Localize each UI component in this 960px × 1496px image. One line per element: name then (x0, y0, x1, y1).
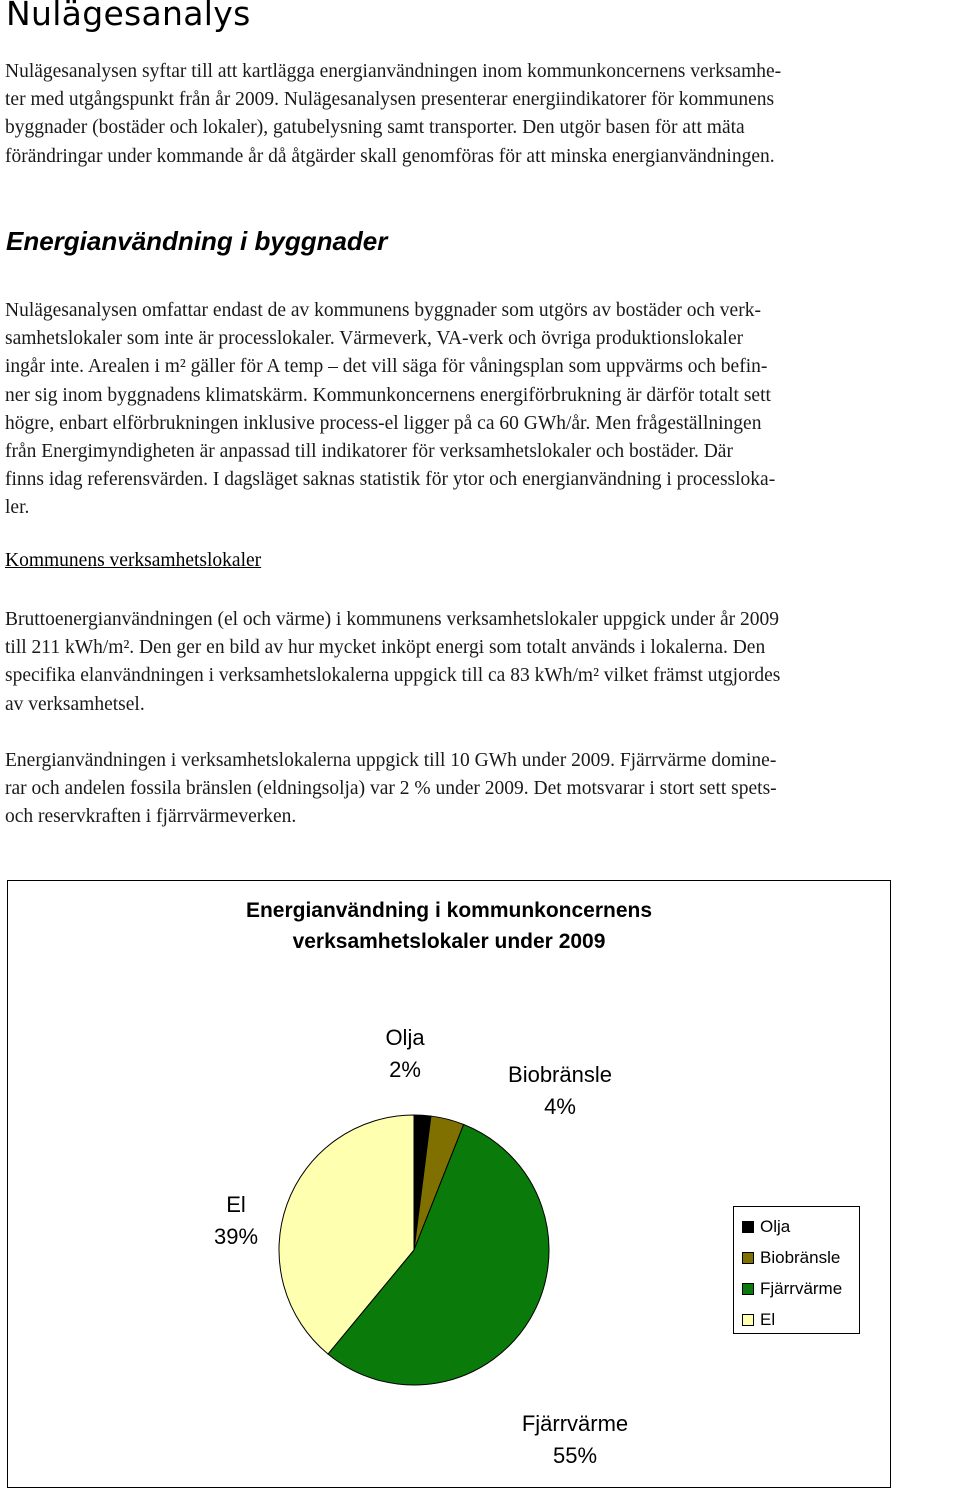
para4-line: och reservkraften i fjärrvärmeverken. (5, 806, 297, 828)
legend-label: Fjärrvärme (760, 1279, 843, 1298)
slice-label-value: 2% (389, 1057, 421, 1082)
slice-label-name: El (226, 1192, 246, 1217)
slice-label-name: Fjärrvärme (521, 1411, 629, 1436)
section-line: Nulägesanalysen omfattar endast de av kommunens byggnader som utgörs av bostäder och verk- (5, 300, 761, 321)
legend-label: Biobränsle (760, 1248, 841, 1267)
para3-line: till 211 kWh/m². Den ger en bild av hur mycket inköpt energi som totalt används i lokalerna. Den (5, 637, 766, 659)
section-heading: Energianvändning i byggnader (6, 226, 388, 256)
section-line: ingår inte. Arealen i m² gäller för A temp – det vill säga för våningsplan som uppvärms och befin- (5, 356, 768, 378)
para4-line: Energianvändningen i verksamhetslokalerna uppgick till 10 GWh under 2009. Fjärrvärme domine- (5, 750, 777, 771)
para3-line: specifika elanvändningen i verksamhetslokalerna uppgick till ca 83 kWh/m² vilket främst utgjordes (5, 665, 781, 687)
section-line: ler. (5, 497, 30, 519)
intro-line: byggnader (bostäder och lokaler), gatubelysning samt transporter. Den utgör basen för att mäta (5, 117, 745, 139)
intro-line: Nulägesanalysen syftar till att kartlägga energianvändningen inom kommunkoncernens verksamhe- (5, 61, 782, 82)
legend-label: El (760, 1310, 776, 1329)
slice-label-olja (372, 1022, 438, 1086)
section-line: ner sig inom byggnadens klimatskärm. Kommunkoncernens energiförbrukning är därför totalt sett (5, 384, 771, 406)
legend-swatch (742, 1283, 754, 1295)
slice-label-el (202, 1189, 270, 1253)
legend-label: Olja (760, 1217, 791, 1236)
chart-legend (733, 1206, 860, 1334)
intro-line: förändringar under kommande år då åtgärder skall genomföras för att minska energianvändningen. (5, 145, 775, 167)
legend-item (742, 1248, 840, 1268)
slice-label-name: Biobränsle (508, 1062, 612, 1087)
legend-swatch (742, 1314, 754, 1326)
legend-swatch (742, 1221, 754, 1233)
legend-item (742, 1279, 842, 1299)
slice-label-value: 55% (552, 1443, 598, 1468)
subheading: Kommunens verksamhetslokaler (5, 550, 262, 571)
section-line: högre, enbart elförbrukningen inklusive process-el ligger på ca 60 GWh/år. Men frågeställningen (5, 412, 762, 434)
section-line: finns idag referensvärden. I dagsläget saknas statistik för ytor och energianvändning i processloka- (5, 469, 776, 491)
slice-label-value: 4% (544, 1094, 576, 1119)
slice-label-value: 39% (213, 1224, 259, 1249)
slice-label-biobransle (496, 1059, 624, 1123)
chart-title-line: Energianvändning i kommunkoncernens (245, 899, 653, 922)
para3-line: Bruttoenergianvändningen (el och värme) i kommunens verksamhetslokaler uppgick under år 2009 (5, 609, 780, 630)
page-title: Nulägesanalys (6, 0, 251, 33)
slice-label-name: Olja (385, 1025, 425, 1050)
intro-line: ter med utgångspunkt från år 2009. Nulägesanalysen presenterar energiindikatorer för kommunens (5, 89, 775, 111)
para4-line: rar och andelen fossila bränslen (eldningsolja) var 2 % under 2009. Det motsvarar i stort sett spets- (5, 778, 777, 800)
slice-label-fjarrvarme (508, 1408, 642, 1472)
section-line: från Energimyndigheten är anpassad till indikatorer för verksamhetslokaler och bostäder. Där (5, 441, 733, 463)
section-line: samhetslokaler som inte är processlokaler. Värmeverk, VA-verk och övriga produktionslokaler (5, 328, 744, 350)
legend-swatch (742, 1252, 754, 1264)
legend-item (742, 1310, 775, 1330)
chart-title-line: verksamhetslokaler under 2009 (292, 930, 606, 953)
legend-item (742, 1217, 790, 1237)
para3-line: av verksamhetsel. (5, 693, 145, 715)
